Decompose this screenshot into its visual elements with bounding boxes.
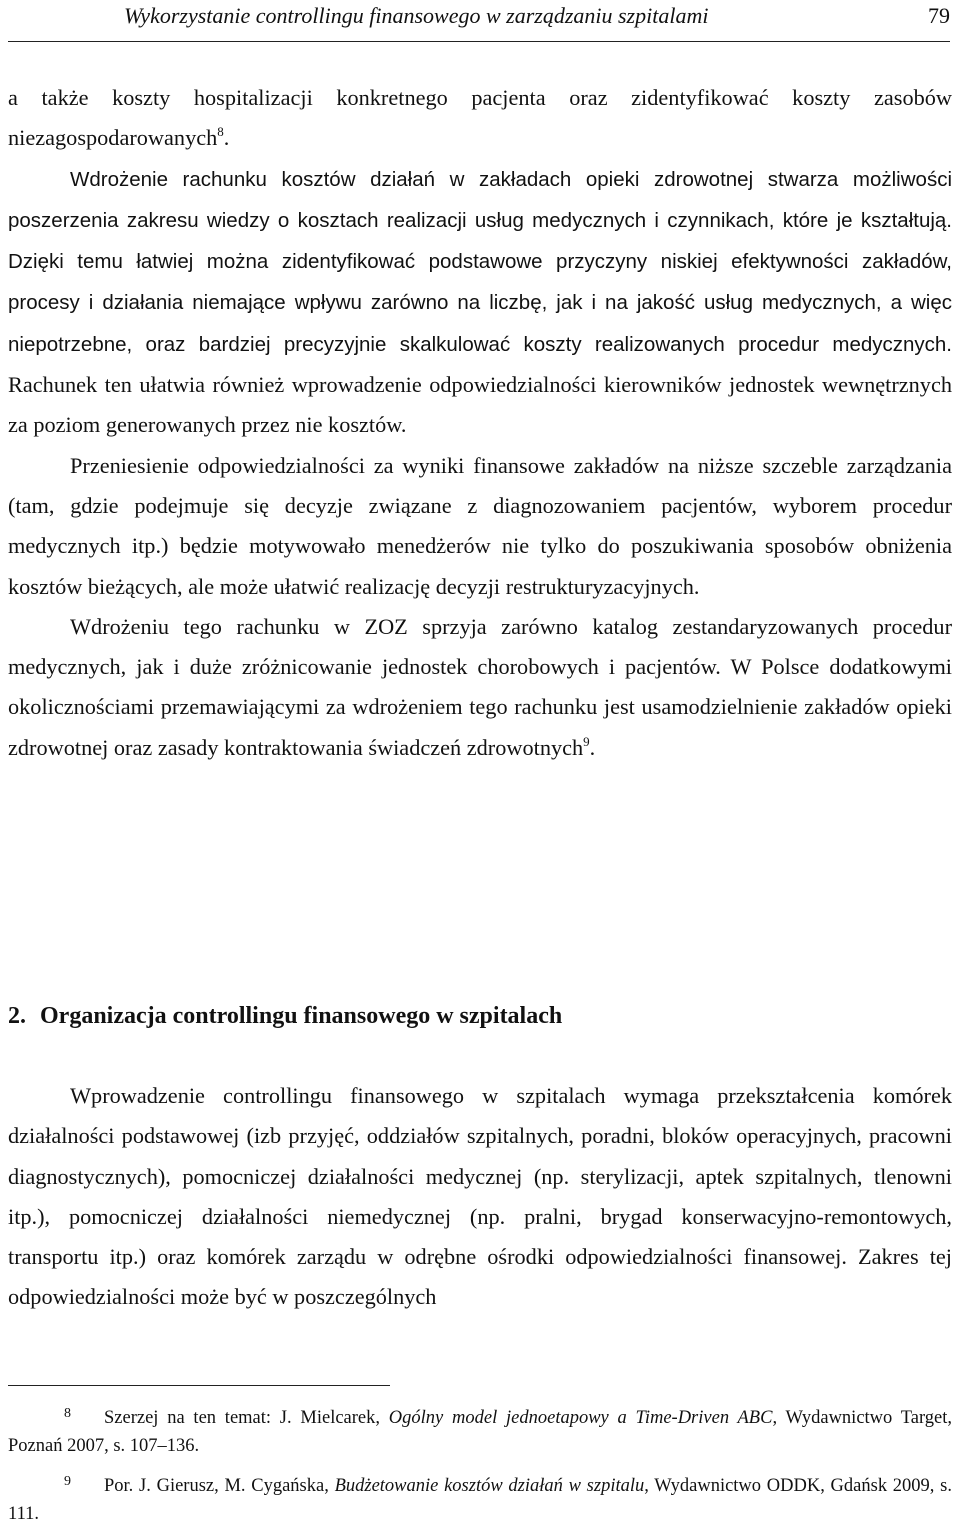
footnote-ref-9[interactable]: 9: [583, 733, 590, 749]
paragraph-responsibility: [8, 446, 952, 607]
footnote-cited-title: Ogólny model jednoetapowy a Time-Driven ABC: [388, 1408, 773, 1428]
footnote-text: Szerzej na ten temat: J. Mielcarek,: [104, 1408, 389, 1428]
section-heading: [8, 996, 562, 1036]
footnote-9: 9 Por. J. Gierusz, M. Cygańska, Budżetowanie kosztów działań w szpitalu, Wydawnictwo ODDK, Gdańsk 2009, s. 111.: [8, 1474, 952, 1524]
footnote-rule: [8, 1385, 390, 1386]
footnote-cited-title: Budżetowanie kosztów działań w szpitalu: [334, 1476, 645, 1496]
footnote-ref-8[interactable]: 8: [217, 124, 224, 140]
paragraph-text: Przeniesienie odpowiedzialności za wyniki finansowe zakładów na niższe szczeble zarządzania (tam, gdzie podejmuje się decyzje związane z diagnozowaniem pacjentów, wyborem procedur medycznych itp.) będzie motywowało menedżerów nie tylko do poszukiwania sposobów obniżenia kosztów bieżących, ale może ułatwić realizację decyzji restrukturyzacyjnych.: [8, 452, 952, 599]
paragraph-text-sans-cont: Dzięki temu łatwiej można zidentyfikować podstawowe przyczyny niskiej efektywności zakładów, procesy i działania niemające wpływu zarówno na liczbę, jak i na jakość usług medycznych, a więc niepotrzebne, oraz bardziej precyzyjnie skalkulować koszty realizowanych procedur medycznych.: [8, 250, 952, 356]
paragraph-text: Wprowadzenie controllingu finansowego w szpitalach wymaga przekształcenia komórek działalności podstawowej (izb przyjęć, oddziałów szpitalnych, poradni, bloków operacyjnych, pracowni diagnostycznych), pomocniczej działalności medycznej (np. sterylizacji, aptek szpitalnych, tlenowni itp.), pomocniczej działalności niemedycznej (np. pralni, brygad konserwacyjno-remontowych, transportu itp.) oraz komórek zarządu w odrębne ośrodki odpowiedzialności finansowej. Zakres tej odpowiedzialności może być w poszczególnych: [8, 1083, 952, 1310]
footnote-8: 8 Szerzej na ten temat: J. Mielcarek, Ogólny model jednoetapowy a Time-Driven ABC, Wydawnictwo Target, Poznań 2007, s. 107–136.: [8, 1406, 952, 1456]
paragraph-abc-implementation: [8, 159, 952, 446]
running-header: [8, 0, 950, 40]
header-rule: [8, 41, 950, 42]
body-text-top: [8, 78, 952, 768]
punctuation: .: [223, 125, 230, 151]
page-number: 79: [928, 3, 950, 28]
paragraph-text: a także koszty hospitalizacji konkretnego pacjenta oraz zidentyfikować koszty zasobów niezagospodarowanych: [8, 85, 952, 151]
section-number: 2.: [8, 1003, 26, 1029]
paragraph-text-sans: Wdrożenie rachunku kosztów działań w zakładach opieki zdrowotnej stwarza możliwości poszerzenia zakresu wiedzy o kosztach realizacji usług medycznych i czynnikach, które je kształtują.: [8, 167, 952, 232]
punctuation: .: [589, 734, 596, 760]
footnote-text-tail: , Wydawnictwo ODDK, Gdańsk 2009, s. 111.: [8, 1476, 952, 1524]
footnote-text: Por. J. Gierusz, M. Cygańska,: [104, 1476, 335, 1496]
footnote-text-tail: , Wydawnictwo Target, Poznań 2007, s. 107–136.: [8, 1408, 952, 1456]
running-title: Wykorzystanie controllingu finansowego w zarządzaniu szpitalami: [124, 3, 709, 28]
footnotes: [8, 1404, 952, 1528]
paragraph-continued: [8, 78, 952, 159]
paragraph-text-end: Rachunek ten ułatwia również wprowadzenie odpowiedzialności kierowników jednostek wewnętrznych za poziom generowanych przez nie kosztów.: [8, 372, 952, 438]
paragraph-controlling-intro: [8, 1076, 952, 1318]
paragraph-zoz: [8, 607, 952, 768]
body-text-section: [8, 1076, 952, 1318]
section-title: Organizacja controllingu finansowego w szpitalach: [40, 1003, 563, 1029]
paragraph-text: Wdrożeniu tego rachunku w ZOZ sprzyja zarówno katalog zestandaryzowanych procedur medycznych, jak i duże zróżnicowanie jednostek chorobowych i pacjentów. W Polsce dodatkowymi okolicznościami przemawiającymi za wdrożeniem tego rachunku jest usamodzielnienie zakładów opieki zdrowotnej oraz zasady kontraktowania świadczeń zdrowotnych: [8, 613, 952, 760]
